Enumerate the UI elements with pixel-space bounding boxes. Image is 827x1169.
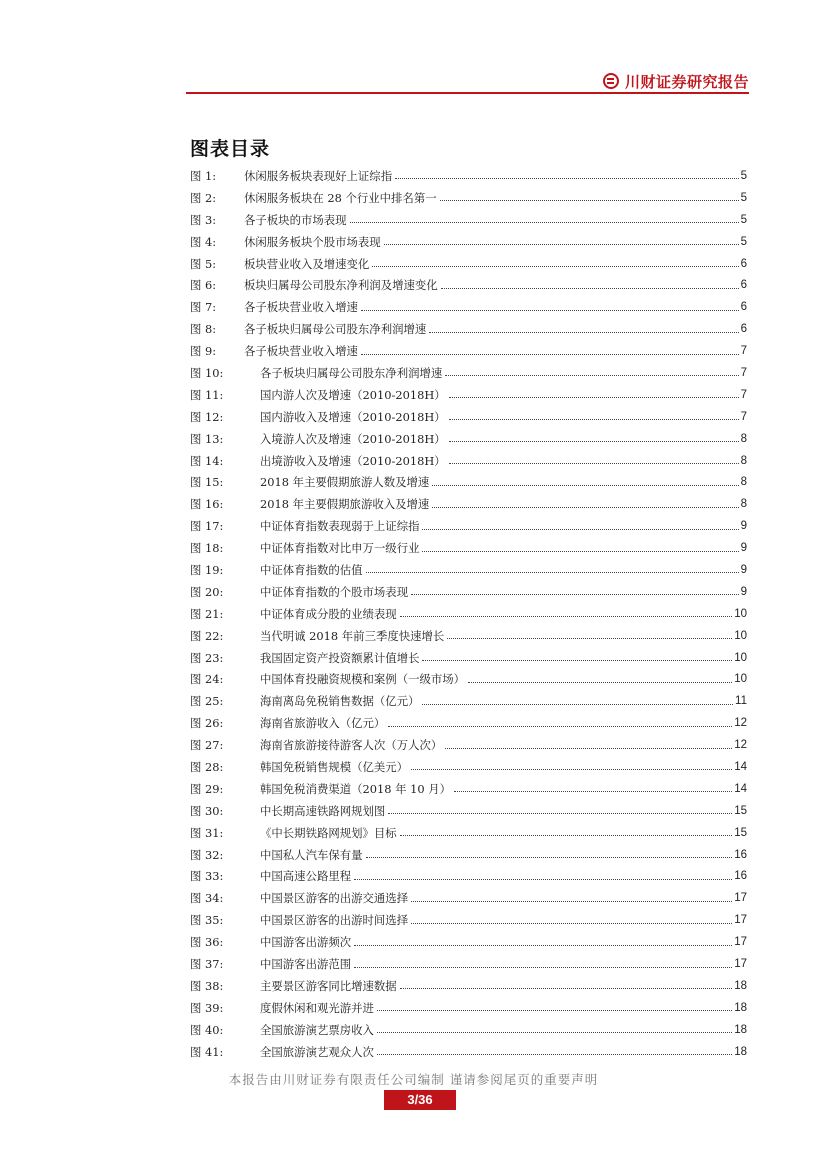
dot-leader: [454, 779, 732, 792]
figure-title: 韩国免税销售规模（亿美元）: [260, 759, 409, 774]
toc-page-number: 17: [734, 958, 747, 970]
toc-page-number: 9: [740, 520, 747, 533]
figure-label: 图 6:: [190, 278, 217, 293]
footer-disclaimer: 本报告由川财证券有限责任公司编制 谨请参阅尾页的重要声明: [228, 1072, 599, 1087]
page-number: 3/36: [384, 1090, 456, 1110]
figure-label: 图 17:: [190, 519, 224, 534]
figure-label: 图 22:: [190, 628, 224, 643]
toc-entry[interactable]: [190, 165, 747, 187]
figure-label: 图 24:: [190, 672, 224, 687]
figure-title: 度假休闲和观光游并进: [260, 1000, 374, 1015]
toc-page-number: 18: [734, 979, 747, 992]
figure-title: 中国景区游客的出游交通选择: [260, 891, 409, 906]
figure-title: 各子板块营业收入增速: [244, 344, 358, 359]
figure-label: 图 41:: [190, 1044, 224, 1059]
figure-label: 图 13:: [190, 431, 224, 446]
figure-title: 中证体育指数的估值: [260, 562, 363, 577]
toc-entry[interactable]: [190, 318, 747, 340]
figure-label: 图 7:: [190, 300, 217, 315]
dot-leader: [411, 911, 732, 924]
figure-label: 图 25:: [190, 694, 224, 709]
toc-page-number: 8: [740, 476, 747, 489]
toc-title: 图表目录: [190, 138, 271, 160]
figure-label: 图 26:: [190, 716, 224, 731]
figure-label: 图 14:: [190, 453, 224, 468]
dot-leader: [354, 933, 732, 946]
dot-leader: [377, 1042, 732, 1055]
toc-page-number: 17: [734, 936, 747, 949]
toc-page-number: 7: [740, 410, 747, 423]
figure-label: 图 30:: [190, 803, 224, 818]
figure-title: 中国私人汽车保有量: [260, 847, 363, 862]
figure-title: 韩国免税消费渠道（2018 年 10 月）: [260, 781, 452, 796]
figure-label: 图 20:: [190, 584, 224, 599]
toc-page-number: 10: [734, 629, 747, 642]
figure-label: 图 35:: [190, 913, 224, 928]
figure-label: 图 27:: [190, 738, 224, 753]
figure-title: 中国游客出游范围: [260, 957, 352, 971]
figure-label: 图 31:: [190, 825, 224, 840]
figure-title: 当代明诚 2018 年前三季度快速增长: [260, 628, 445, 643]
figure-title: 各子板块营业收入增速: [244, 300, 358, 315]
figure-label: 图 29:: [190, 781, 224, 796]
toc-entry[interactable]: [190, 887, 747, 909]
dot-leader: [432, 495, 738, 508]
dot-leader: [400, 604, 733, 617]
dot-leader: [384, 232, 739, 245]
figure-label: 图 9:: [190, 344, 217, 359]
figure-title: 海南省旅游收入（亿元）: [260, 716, 386, 731]
toc-entry[interactable]: [190, 647, 747, 669]
toc-entry[interactable]: [190, 931, 747, 953]
dot-leader: [388, 801, 732, 814]
toc-entry[interactable]: [190, 668, 747, 690]
toc-page-number: 18: [734, 1001, 747, 1014]
figure-label: 图 36:: [190, 935, 224, 950]
dot-leader: [388, 714, 732, 727]
toc-page-number: 12: [734, 717, 747, 730]
toc-entry[interactable]: [190, 559, 747, 581]
figure-title: 中证体育指数对比申万一级行业: [260, 541, 420, 556]
dot-leader: [361, 342, 739, 355]
toc-entry[interactable]: [190, 450, 747, 472]
toc-entry[interactable]: [190, 406, 747, 428]
figure-title: 休闲服务板块个股市场表现: [244, 234, 381, 249]
dot-leader: [354, 867, 732, 880]
figure-label: 图 28:: [190, 759, 224, 774]
toc-entry[interactable]: [190, 844, 747, 866]
figure-label: 图 33:: [190, 869, 224, 884]
figure-label: 图 40:: [190, 1022, 224, 1037]
toc-page-number: 9: [740, 585, 747, 598]
toc-page-number: 5: [740, 213, 747, 226]
header-brand: [603, 70, 749, 92]
toc-page-number: 5: [740, 191, 747, 204]
toc-entry[interactable]: [190, 340, 747, 362]
figure-title: 中国高速公路里程: [260, 869, 352, 884]
toc-entry[interactable]: [190, 690, 747, 712]
figure-title: 休闲服务板块在 28 个行业中排名第一: [244, 190, 437, 205]
toc-entry[interactable]: [190, 625, 747, 647]
toc-entry[interactable]: [190, 603, 747, 625]
figure-title: 板块营业收入及增速变化: [244, 256, 370, 271]
figure-title: 各子板块的市场表现: [244, 212, 347, 227]
toc-page-number: 15: [734, 826, 747, 839]
toc-page-number: 9: [740, 563, 747, 576]
toc-entry[interactable]: [190, 537, 747, 559]
toc-page-number: 6: [740, 323, 747, 336]
dot-leader: [400, 823, 733, 836]
figure-title: 中证体育指数的个股市场表现: [260, 584, 409, 599]
toc-page-number: 9: [740, 542, 747, 555]
dot-leader: [372, 254, 738, 267]
toc-page-number: 6: [740, 279, 747, 292]
figure-title: 中国景区游客的出游时间选择: [260, 913, 409, 928]
toc-entry[interactable]: [190, 471, 747, 493]
toc-page-number: 12: [734, 739, 747, 752]
toc-entry[interactable]: [190, 953, 747, 975]
brand-name: 川财证券研究报告: [624, 72, 749, 91]
dot-leader: [447, 626, 732, 639]
toc-page-number: 10: [734, 651, 747, 664]
toc-page-number: 18: [734, 1045, 747, 1058]
toc-entry[interactable]: [190, 712, 747, 734]
toc-entry[interactable]: [190, 822, 747, 844]
toc-entry[interactable]: [190, 975, 747, 997]
figure-label: 图 15:: [190, 475, 224, 490]
toc-page-number: 6: [740, 257, 747, 270]
toc-page-number: 7: [740, 388, 747, 401]
toc-page-number: 17: [734, 892, 747, 905]
toc-entry[interactable]: [190, 581, 747, 603]
toc-entry[interactable]: [190, 493, 747, 515]
dot-leader: [449, 451, 739, 464]
dot-leader: [411, 889, 732, 902]
toc-page-number: 16: [734, 848, 747, 861]
toc-entry[interactable]: [190, 1019, 747, 1041]
toc-entry[interactable]: [190, 756, 747, 778]
toc-entry[interactable]: [190, 800, 747, 822]
dot-leader: [422, 692, 733, 705]
figure-label: 图 32:: [190, 847, 224, 862]
figure-label: 图 2:: [190, 190, 217, 205]
figure-title: 我国固定资产投资额累计值增长: [260, 650, 420, 665]
figure-title: 《中长期铁路网规划》目标: [260, 825, 397, 840]
figure-title: 板块归属母公司股东净利润及增速变化: [244, 278, 438, 293]
figure-label: 图 8:: [190, 322, 217, 337]
figure-title: 休闲服务板块表现好上证综指: [244, 168, 393, 183]
toc-entry[interactable]: [190, 428, 747, 450]
toc-page-number: 8: [740, 454, 747, 467]
toc-page-number: 5: [740, 169, 747, 182]
dot-leader: [377, 1020, 732, 1033]
dot-leader: [445, 363, 738, 376]
toc-entry[interactable]: [190, 362, 747, 384]
figure-label: 图 4:: [190, 234, 217, 249]
toc-page-number: 10: [734, 673, 747, 686]
figure-label: 图 12:: [190, 409, 224, 424]
figure-label: 图 1:: [190, 168, 217, 183]
toc-entry[interactable]: [190, 187, 747, 209]
toc-page-number: 16: [734, 870, 747, 883]
toc-entry[interactable]: [190, 231, 747, 253]
toc-page-number: 5: [740, 235, 747, 248]
toc-entry[interactable]: [190, 866, 747, 888]
toc-entry[interactable]: [190, 909, 747, 931]
dot-leader: [432, 473, 738, 486]
figure-label: 图 16:: [190, 497, 224, 512]
dot-leader: [361, 298, 739, 311]
figure-title: 中国体育投融资规模和案例（一级市场）: [260, 672, 466, 687]
dot-leader: [422, 648, 732, 661]
toc-entry[interactable]: [190, 274, 747, 296]
toc-entry[interactable]: [190, 734, 747, 756]
company-logo-icon: [603, 73, 619, 89]
figure-title: 2018 年主要假期旅游人数及增速: [260, 475, 430, 490]
figure-label: 图 11:: [190, 387, 224, 402]
toc-list: [190, 165, 747, 1063]
figure-title: 中证体育成分股的业绩表现: [260, 606, 397, 621]
figure-label: 图 3:: [190, 212, 217, 227]
figure-title: 中国游客出游频次: [260, 935, 352, 950]
figure-label: 图 10:: [190, 365, 224, 380]
figure-title: 入境游人次及增速（2010-2018H）: [260, 431, 446, 446]
toc-entry[interactable]: [190, 997, 747, 1019]
figure-title: 海南离岛免税销售数据（亿元）: [260, 694, 420, 709]
toc-page-number: 11: [735, 695, 747, 708]
toc-page-number: 6: [740, 301, 747, 314]
figure-title: 国内游人次及增速（2010-2018H）: [260, 387, 446, 402]
dot-leader: [411, 582, 739, 595]
dot-leader: [395, 166, 739, 179]
figure-title: 全国旅游演艺观众人次: [260, 1044, 374, 1059]
toc-page-number: 18: [734, 1023, 747, 1036]
figure-label: 图 39:: [190, 1000, 224, 1015]
figure-title: 海南省旅游接待游客人次（万人次）: [260, 738, 443, 753]
dot-leader: [411, 757, 732, 770]
toc-page-number: 10: [734, 607, 747, 620]
dot-leader: [445, 736, 732, 749]
figure-label: 图 23:: [190, 650, 224, 665]
dot-leader: [354, 955, 732, 968]
toc-page-number: 7: [740, 345, 747, 358]
toc-page-number: 8: [740, 432, 747, 445]
figure-label: 图 34:: [190, 891, 224, 906]
figure-label: 图 5:: [190, 256, 217, 271]
figure-title: 主要景区游客同比增速数据: [260, 978, 397, 993]
dot-leader: [449, 407, 739, 420]
dot-leader: [449, 385, 739, 398]
figure-title: 各子板块归属母公司股东净利润增速: [244, 322, 427, 337]
dot-leader: [377, 998, 732, 1011]
toc-entry[interactable]: [190, 778, 747, 800]
toc-page-number: 7: [740, 366, 747, 379]
dot-leader: [429, 320, 738, 333]
dot-leader: [400, 976, 733, 989]
figure-title: 国内游收入及增速（2010-2018H）: [260, 409, 446, 424]
figure-label: 图 18:: [190, 541, 224, 556]
toc-page-number: 14: [734, 760, 747, 773]
figure-label: 图 37:: [190, 957, 224, 971]
toc-entry[interactable]: [190, 1041, 747, 1063]
figure-title: 中长期高速铁路网规划图: [260, 803, 386, 818]
toc-entry[interactable]: [190, 384, 747, 406]
toc-entry[interactable]: [190, 209, 747, 231]
dot-leader: [468, 670, 732, 683]
figure-title: 各子板块归属母公司股东净利润增速: [260, 365, 443, 380]
toc-entry[interactable]: [190, 253, 747, 275]
figure-label: 图 21:: [190, 606, 224, 621]
toc-page-number: 14: [734, 782, 747, 795]
figure-label: 图 38:: [190, 978, 224, 993]
toc-page-number: 8: [740, 498, 747, 511]
toc-entry[interactable]: [190, 296, 747, 318]
dot-leader: [422, 517, 738, 530]
dot-leader: [441, 276, 739, 289]
figure-label: 图 19:: [190, 562, 224, 577]
toc-page-number: 17: [734, 914, 747, 927]
dot-leader: [366, 845, 733, 858]
toc-page-number: 15: [734, 804, 747, 817]
figure-title: 出境游收入及增速（2010-2018H）: [260, 453, 446, 468]
dot-leader: [350, 210, 739, 223]
dot-leader: [440, 188, 739, 201]
figure-title: 中证体育指数表现弱于上证综指: [260, 519, 420, 534]
dot-leader: [366, 560, 739, 573]
toc-entry[interactable]: [190, 515, 747, 537]
dot-leader: [422, 539, 738, 552]
figure-title: 2018 年主要假期旅游收入及增速: [260, 497, 430, 512]
figure-title: 全国旅游演艺票房收入: [260, 1022, 374, 1037]
header-divider: [186, 92, 749, 94]
dot-leader: [449, 429, 739, 442]
